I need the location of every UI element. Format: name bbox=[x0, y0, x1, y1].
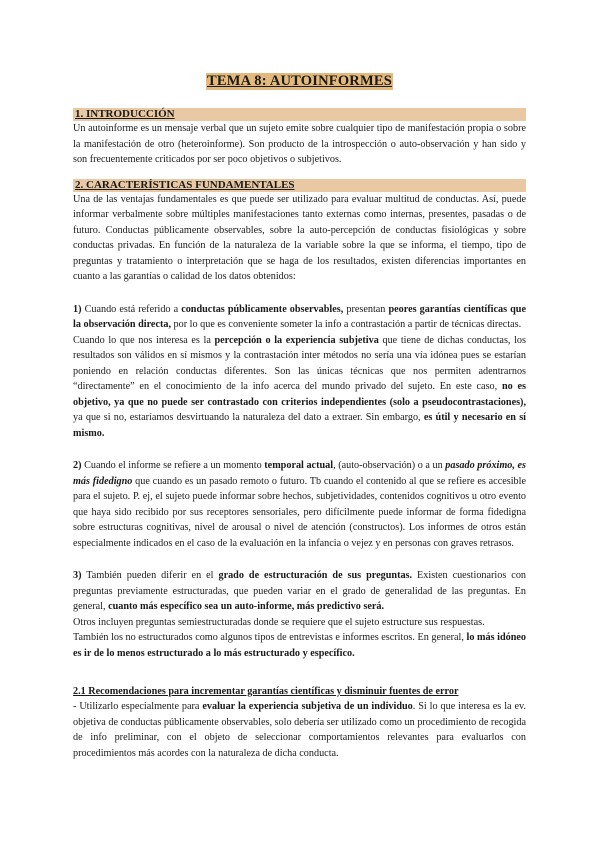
emphasis: peores garantías científicas que la observación directa, bbox=[73, 303, 526, 330]
text: Cuando está referido a bbox=[81, 303, 182, 315]
emphasis: pasado próximo, es más fidedigno bbox=[73, 460, 527, 487]
intro-paragraph: Un autoinforme es un mensaje verbal que un sujeto emite sobre cualquier tipo de manifestación propia o sobre la manifestación de otro (heteroinforme). Son producto de la introspección o auto-observación y han sido y son frecuentemente criticados por ser poco objetivos o subjetivos. bbox=[73, 123, 526, 165]
title-wrap bbox=[73, 72, 526, 90]
text: Existen cuestionarios con preguntas previamente estructuradas, que pueden variar en el grado de generalidad de las preguntas. En general, bbox=[73, 570, 527, 612]
text: que tiene de dichas conductas, los resultados son válidos en sí mismos y la contrastación inter métodos no sería una vía idónea pues se estarían poniendo en relación conductas diferentes. Son las únicas técnicas que nos permiten adentrarnos “directamente” en el conocimiento de la info acerca del mundo privado del sujeto. En este caso, bbox=[73, 334, 526, 392]
emphasis: no es objetivo, ya que no puede ser contrastado con criterios independientes (solo a pseudocontrastaciones), bbox=[73, 381, 526, 408]
point-2-number: 2) bbox=[73, 460, 82, 471]
point-1b-paragraph bbox=[73, 333, 526, 442]
emphasis: grado de estructuración de sus preguntas. bbox=[218, 570, 413, 581]
point-3c-paragraph bbox=[73, 630, 526, 661]
text: También los no estructurados como algunos tipos de entrevistas e informes escritos. En general, bbox=[73, 632, 467, 643]
subsection-heading-recomendaciones: 2.1 Recomendaciones para incrementar garantías científicas y disminuir fuentes de error bbox=[73, 686, 459, 697]
point-1-paragraph bbox=[73, 302, 526, 333]
caracteristicas-intro-paragraph: Una de las ventajas fundamentales es que puede ser utilizado para evaluar multitud de conductas. Así, puede informar verbalmente sobre múltiples manifestaciones tanto externas como internas, presentes, pasadas o de futuro. Conductas públicamente observables, sobre la auto-percepción de conductas fisiológicas y sobre conductas privadas. En función de la naturaleza de la variable sobre la que se informa, el tiempo, tipo de preguntas y tratamiento o interpretación que se haga de los resultados, existen diferencias importantes en cuanto a las garantías o calidad de los datos obtenidos: bbox=[73, 193, 526, 282]
emphasis: percepción o la experiencia subjetiva bbox=[214, 334, 379, 346]
emphasis: temporal actual bbox=[264, 460, 334, 471]
text: por lo que es conveniente someter la info a contrastación a partir de técnicas directas. bbox=[171, 319, 522, 330]
recomendaciones-paragraph bbox=[73, 699, 526, 761]
text: ya que si no, estaríamos desvirtuando la naturaleza del dato a extraer. Sin embargo, bbox=[73, 412, 424, 423]
text: . Si lo que interesa es la ev. objetiva de conductas públicamente observables, solo debería ser utilizado como un procedimiento de recogida de info preliminar, con el objeto de seleccionar comportamientos relevantes para evaluarlos con procedimientos más acordes con la naturaleza de dicha conducta. bbox=[73, 701, 526, 759]
text: , (auto-observación) o a un bbox=[333, 460, 446, 471]
document-title: TEMA 8: AUTOINFORMES bbox=[206, 73, 392, 89]
emphasis: lo más idóneo es ir de lo menos estructurado a lo más estructurado y específico. bbox=[73, 632, 526, 659]
text: - Utilizarlo especialmente para bbox=[73, 701, 203, 712]
text: que cuando es un pasado remoto o futuro. Tb cuando el contenido al que se refiere es accesible para el sujeto. P. ej, el sujeto puede informar sobre hechos, subjetividades, contenidos cognitivos u otro evento que haya sido recibido por sus receptores sensoriales, pero difícilmente puede informar de forma fidedigna sobre estructuras cognitivas, nivel de arousal o nivel de atención (constructos). Los informes de otros están especialmente indicados en el caso de la evaluación en la infancia o vejez y en personas con graves retrasos. bbox=[73, 475, 526, 549]
point-1-number: 1) bbox=[73, 303, 82, 315]
section-heading-introduccion: 1. INTRODUCCIÓN bbox=[73, 108, 526, 121]
emphasis: es útil y necesario en sí mismo. bbox=[73, 412, 526, 439]
text: Cuando el informe se refiere a un momento bbox=[81, 460, 265, 471]
emphasis: cuanto más específico sea un auto-informe, más predictivo será. bbox=[108, 601, 385, 612]
point-3b-paragraph: Otros incluyen preguntas semiestructuradas donde se requiere que el sujeto estructure sus respuestas. bbox=[73, 616, 485, 628]
emphasis: evaluar la experiencia subjetiva de un individuo bbox=[202, 701, 413, 712]
text: presentan bbox=[343, 303, 389, 315]
emphasis: conductas públicamente observables, bbox=[181, 303, 344, 315]
section-heading-caracteristicas: 2. CARACTERÍSTICAS FUNDAMENTALES bbox=[73, 179, 526, 192]
point-3-number: 3) bbox=[73, 570, 82, 581]
text: También pueden diferir en el bbox=[81, 570, 219, 581]
point-3-paragraph bbox=[73, 568, 526, 615]
point-2-paragraph bbox=[73, 458, 526, 551]
document-page bbox=[73, 72, 526, 761]
text: Cuando lo que nos interesa es la bbox=[73, 334, 215, 346]
